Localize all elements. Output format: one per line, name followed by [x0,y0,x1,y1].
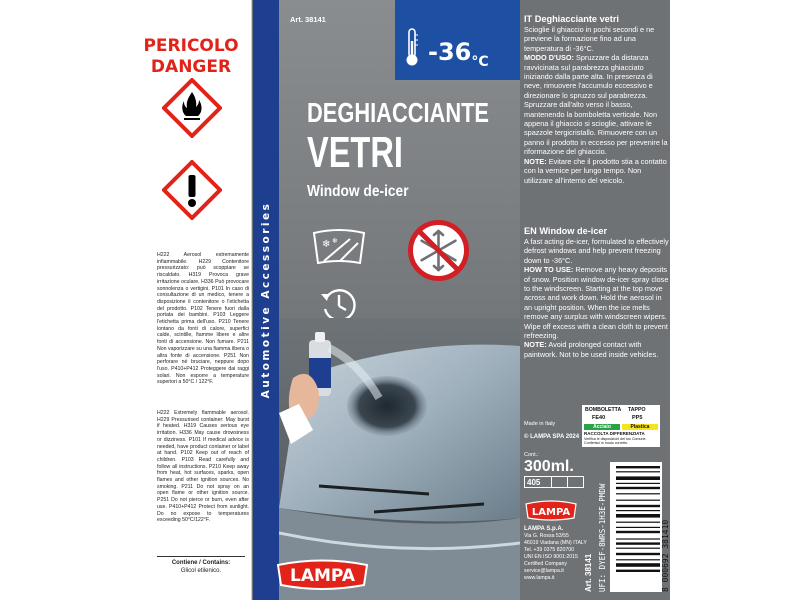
title-line-2: VETRI [307,128,403,177]
it-heading: IT Deghiacciante vetri [524,14,619,24]
temperature-unit: °C [471,54,489,70]
it-note-label: NOTE: [524,156,547,166]
svg-text:❄: ❄ [332,237,338,245]
barcode-bar [616,505,660,507]
company-name: LAMPA S.p.A. [524,526,564,532]
thermometer-icon [404,27,420,67]
barcode-bar [616,538,660,539]
barcode-bar [616,471,660,472]
company-line: service@lampa.it [524,568,564,574]
en-howto-label: HOW TO USE: [524,265,574,275]
copyright: © LAMPA SPA 2024 [524,434,580,440]
it-note [524,157,670,185]
contains-block [157,556,245,575]
recycle-note: Verifica le disposizioni del tuo Comune. Conferisci in modo corretto. [584,437,647,445]
made-in: Made in Italy [524,421,556,427]
stripe-text: Automotive Accessories [260,201,272,399]
subtitle: Window de-icer [307,183,409,200]
it-howto-text: Spruzzare da distanza ravvicinata sul parabrezza ghiacciato iniziando dalla parte alta. In presenza di neve, rimuovere l'accumulo eccessivo e direzionare lo spruzzo sul parabrezza. Spruzzare dall'alto verso il basso, mantenendo la bomboletta verticale. Non appena il ghiaccio si scioglie, attivare le spazzole tergicristallo. Rimuovere con un panno il prodotto in eccesso per prevenire la riformazione del ghiaccio. [524,53,668,157]
lampa-logo-text: LAMPA [290,566,355,586]
temperature-number: -36 [428,38,472,66]
barcode-bar [616,493,660,494]
company-info [524,526,587,582]
warning-column [130,0,252,600]
en-howto [524,265,670,340]
lampa-logo-small [524,500,578,522]
hazard-text-en: H222 Extremely flammable aerosol. H229 Pressurised container: May burst if heated. H319 Causes serious eye irritation. H336 May cause drowsiness or dizziness. P101 If medical advice is needed, have product container or label at hand. P102 Keep out of reach of children. P103 Read carefully and follow all instructions. P210 Keep away from heat, hot surfaces, sparks, open flames and other ignition sources. No smoking. P211 Do not spray on an open flame or other ignition source. P251 Do not pierce or burn, even after use. P410+P412 Protect from sunlight. Do no expose to temperatures exceeding 50°C/122°F. [157,410,249,524]
svg-text:❄: ❄ [322,239,331,250]
it-howto [524,53,670,156]
no-ice-icon [407,219,470,282]
barcode-bar [616,483,660,484]
barcode-bar [616,514,660,518]
windshield-wiper-icon [310,225,368,270]
article-number-bottom: Art. 38141 [584,553,593,592]
it-section [524,14,670,185]
lampa-logo-small-text: LAMPA [531,507,571,518]
en-intro: A fast acting de-icer, formulated to effectively defrost windows and help prevent freezing down to -36°C. [524,237,669,265]
lampa-logo [275,559,370,591]
barcode [610,462,662,592]
company-line: www.lampa.it [524,575,555,581]
signal-word-it: PERICOLO [143,36,239,56]
company-line: 46019 Viadana (MN) ITALY [524,540,587,546]
ufi-code: UFI: DYEF-8WRS-1H3E-PMDW [598,483,607,592]
recycling-table [582,405,660,447]
barcode-bar [616,527,660,528]
exclamation-pictogram-icon [162,160,222,220]
it-howto-label: MODO D'USO: [524,53,574,63]
title-line-1: DEGHIACCIANTE [307,97,490,128]
company-line: UNI EN ISO 9001:2015 [524,554,578,560]
contains-value: Glicol etilenico. [180,568,222,574]
barcode-bar [616,487,660,489]
company-line: Certified Company [524,561,567,567]
recycle-col1-code: FE40 [592,415,606,421]
barcode-bar [616,542,660,544]
barcode-bar [616,570,660,572]
barcode-bar [616,531,660,533]
signal-word [130,36,252,78]
code-divider [567,477,568,487]
barcode-bar [616,548,660,549]
en-note-text: Avoid prolonged contact with paintwork. Not to be used inside vehicles. [524,340,659,359]
recycle-title: RACCOLTA DIFFERENZIATA [584,431,645,436]
code-box [524,476,584,488]
barcode-bar [616,510,660,511]
volume: 300ml. [524,458,574,475]
code-value: 405 [527,478,541,487]
en-section [524,226,670,359]
signal-word-en: DANGER [150,57,232,77]
recycle-col1-material: Acciaio [584,424,620,430]
product-photo [279,318,520,600]
ean-number: 8 000692 381410 [661,519,670,592]
barcode-bar [616,559,660,560]
it-note-text: Evitare che il prodotto stia a contatto con la vernice per lungo tempo. Non utilizzare all'interno del veicolo. [524,156,667,185]
en-heading: EN Window de-icer [524,226,608,236]
barcode-bar [616,476,660,480]
en-note-label: NOTE: [524,340,547,350]
company-line: Tel. +39 0375 820700 [524,547,575,553]
en-howto-text: Remove any heavy deposits of snow. Position window de-icer spray close to the windscreen. Starting at the top move across and work down. Hold the aerosol in an upright position. When the ice melts remove any surplus with windscreen wipers. Wipe off excess with a clean cloth to prevent refreezing. [524,265,669,341]
hazard-text-it: H222 Aerosol estremamente infiammabile. H229 Contenitore pressurizzato: può scoppiare se riscaldato. H319 Provoca grave irritazione oculare. H336 Può provocare sonnolenza o vertigini. P101 In caso di consultazione di un medico, tenere a disposizione il contenitore o l'etichetta del prodotto. P102 Tenere fuori dalla portata dei bambini. P103 Leggere l'etichetta prima dell'uso. P210 Tenere lontano da fonti di calore, superfici calde, scintille, fiamme libere e altre fonti di accensione. Non fumare. P211 Non vaporizzare su una fiamma libera o altra fonte di accensione. P251 Non perforare né bruciare, neppure dopo l'uso. P410+P412 Proteggere dai raggi solari. Non esporre a temperature superiori a 50°C / 122°F. [157,252,249,386]
barcode-bar [616,500,660,501]
it-intro: Scioglie il ghiaccio in pochi secondi e ne previene la formazione fino ad una temperatura di -36°C. [524,25,655,53]
recycle-col2-code: PP5 [632,415,643,421]
contains-label: Contiene / Contains: [171,560,231,566]
article-number-top: Art. 38141 [290,15,326,24]
barcode-bar [616,553,660,555]
company-line: Via G. Rossa 53/55 [524,533,569,539]
barcode-bar [616,466,660,468]
code-divider [551,477,552,487]
recycle-col1-head: BOMBOLETTA [585,407,622,413]
flammable-pictogram-icon [162,78,222,138]
recycle-col2-head: TAPPO [628,407,646,413]
barcode-bar [616,563,660,567]
content-label: Cont.: [524,452,539,458]
temperature-value [428,38,489,70]
recycle-col2-material: Plastica [622,424,658,430]
en-note [524,340,670,359]
barcode-bar [616,522,660,523]
